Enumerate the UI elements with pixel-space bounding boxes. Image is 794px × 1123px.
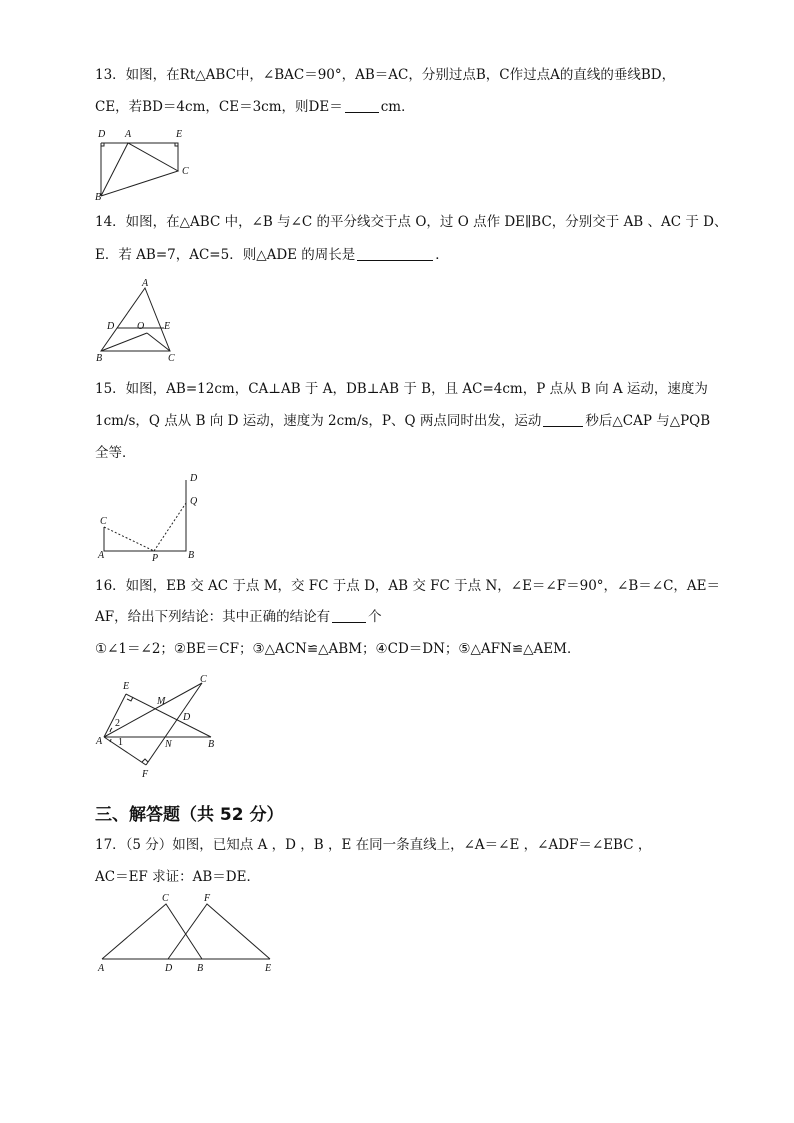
q13-label-d: D: [98, 129, 106, 140]
q14-triangle-abc: [101, 288, 170, 351]
q15-label-d: D: [190, 473, 198, 484]
q13-label-a: A: [125, 129, 132, 140]
q15-dashed-cp: [104, 527, 154, 551]
q16-label-angle-1: 1: [118, 737, 123, 748]
q14-label-a: A: [142, 278, 149, 289]
q13-line-de-ec: [101, 143, 178, 171]
q16-label-a: A: [96, 736, 103, 747]
q14-line2-b: ．: [435, 247, 449, 263]
q14-line1: 14．如图，在△ABC 中，∠B 与∠C 的平分线交于点 O，过 O 点作 DE∥BC，分别交于 AB 、AC 于 D、: [95, 214, 728, 230]
q16-right-angle-f: [142, 759, 148, 762]
q14-line-bo: [101, 333, 147, 351]
q17-label-f: F: [204, 893, 211, 904]
q13-line2: [95, 98, 415, 116]
q16-line-fc: [146, 683, 202, 765]
q16-label-f: F: [142, 769, 149, 780]
q14-label-d: D: [107, 321, 115, 332]
q13-label-b: B: [95, 192, 102, 203]
q17-label-b: B: [197, 963, 204, 974]
q16-figure: [90, 670, 230, 782]
q16-label-c: C: [200, 674, 207, 685]
q13-line2-b: cm．: [380, 99, 415, 115]
q17-label-a: A: [98, 963, 105, 974]
q13-line1: 13．如图，在Rt△ABC中，∠BAC＝90°，AB＝AC，分别过点B，C作过点A的直线的垂线BD，: [95, 67, 676, 83]
q14-answer-blank[interactable]: [357, 246, 433, 261]
q15-line3: 全等．: [95, 445, 136, 461]
q16-label-n: N: [165, 739, 172, 750]
q13-label-e: E: [176, 129, 183, 140]
q14-figure: [90, 278, 190, 368]
q16-label-angle-2: 2: [115, 718, 120, 729]
q16-line1: 16．如图，EB 交 AC 于点 M，交 FC 于点 D，AB 交 FC 于点 N，∠E＝∠F＝90°，∠B＝∠C，AE＝: [95, 578, 721, 594]
q16-answer-blank[interactable]: [332, 608, 366, 623]
q17-line1: 17．（5 分）如图，已知点 A ，D ，B ，E 在同一条直线上，∠A＝∠E ，∠ADF＝∠EBC ，: [95, 837, 652, 853]
q15-line2: [95, 412, 710, 430]
q15-label-a: A: [98, 550, 105, 561]
q16-line2-b: 个: [368, 609, 382, 625]
q13-label-c: C: [182, 166, 189, 177]
section-heading: 三、解答题（共 52 分）: [95, 805, 284, 825]
q15-line2-b: 秒后△CAP 与△PQB: [585, 413, 711, 429]
q14-line2-a: E．若 AB=7，AC=5．则△ADE 的周长是: [95, 247, 356, 263]
q16-line3: ①∠1＝∠2；②BE＝CF；③△ACN≌△ABM；④CD＝DN；⑤△AFN≌△AEM．: [95, 641, 581, 657]
q14-label-c: C: [168, 353, 175, 364]
q16-label-e: E: [123, 681, 130, 692]
q16-label-d: D: [183, 712, 191, 723]
q15-answer-blank[interactable]: [543, 412, 583, 427]
q15-figure: [90, 472, 210, 564]
q15-line2-a: 1cm/s，Q 点从 B 向 D 运动，速度为 2cm/s，P、Q 两点同时出发，运动: [95, 413, 542, 429]
q17-triangle-dfe: [168, 904, 270, 959]
q16-line2: [95, 608, 382, 626]
q16-angle-arc-2: [110, 728, 112, 732]
q17-figure: [90, 890, 290, 980]
q17-label-d: D: [165, 963, 173, 974]
q15-label-b: B: [188, 550, 195, 561]
q14-line2: [95, 246, 449, 264]
q14-label-b: B: [96, 353, 103, 364]
q15-label-q: Q: [190, 496, 198, 507]
q17-label-e: E: [265, 963, 272, 974]
q16-line-eb: [126, 694, 211, 737]
q16-label-m: M: [157, 696, 166, 707]
q14-label-o: O: [137, 321, 145, 332]
q13-figure: [90, 124, 200, 204]
q13-triangle-abc: [101, 143, 178, 196]
q13-line2-a: CE，若BD＝4cm，CE＝3cm，则DE＝: [95, 99, 343, 115]
q15-line-ca-ab-bd: [104, 480, 186, 551]
q14-label-e: E: [164, 321, 171, 332]
q15-dashed-pq: [154, 503, 186, 551]
q16-label-b: B: [208, 739, 215, 750]
q15-label-c: C: [100, 516, 107, 527]
q15-label-p: P: [152, 553, 159, 564]
q17-label-c: C: [162, 893, 169, 904]
q15-line1: 15．如图，AB=12cm，CA⊥AB 于 A，DB⊥AB 于 B，且 AC=4cm，P 点从 B 向 A 运动，速度为: [95, 381, 708, 397]
q16-line2-a: AF，给出下列结论：其中正确的结论有: [95, 609, 331, 625]
q13-answer-blank[interactable]: [345, 98, 379, 113]
q17-line2: AC＝EF 求证：AB＝DE．: [95, 869, 260, 885]
